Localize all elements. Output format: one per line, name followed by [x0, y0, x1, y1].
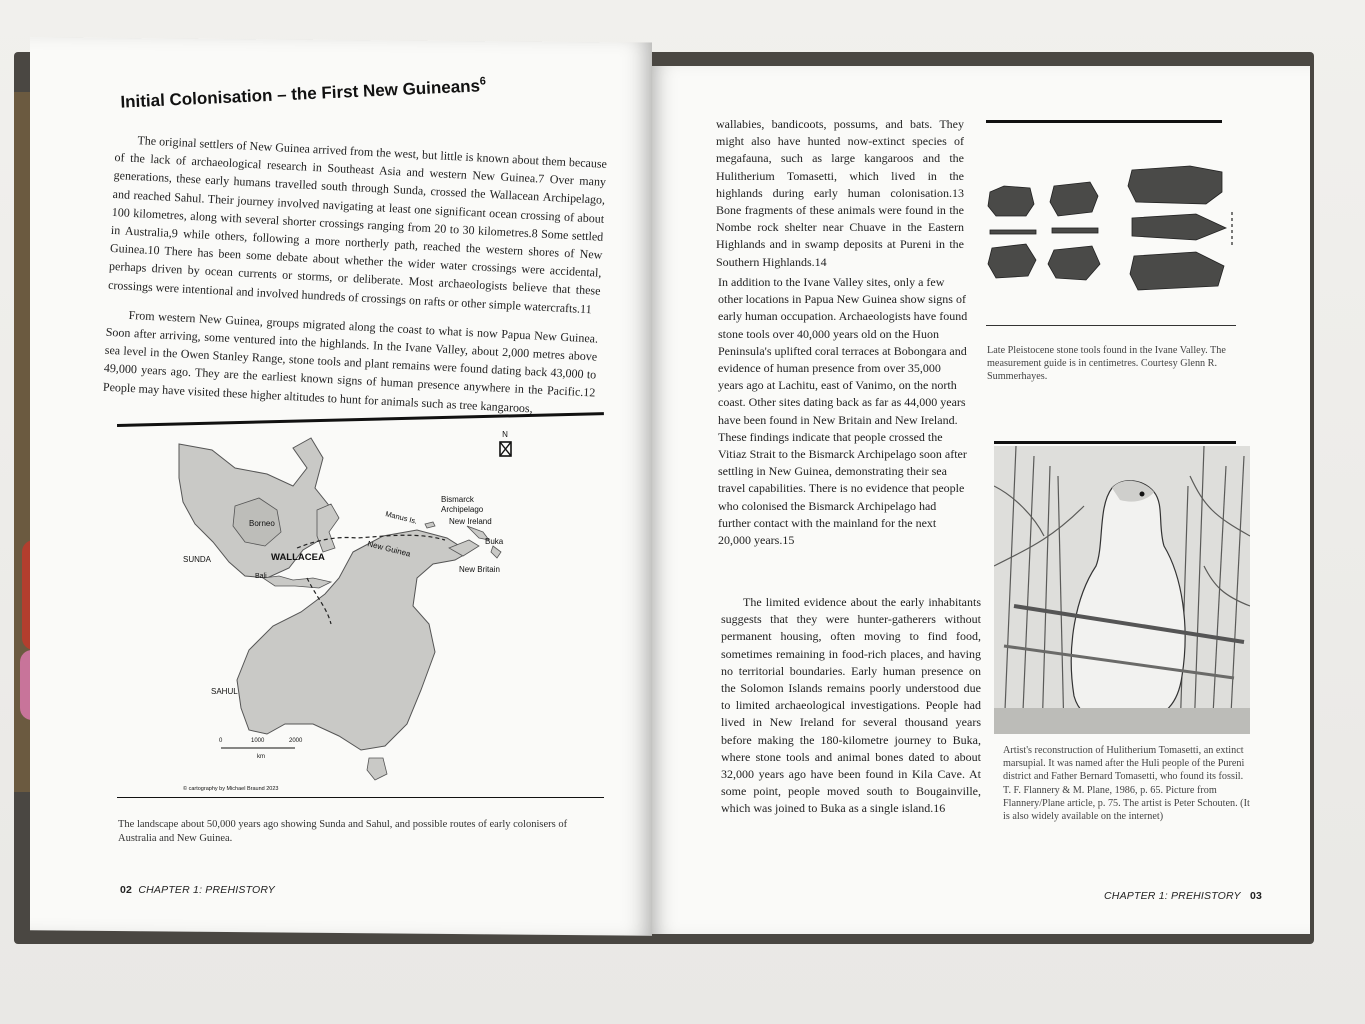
scale-tick-0: 0 — [219, 738, 223, 744]
left-folio — [120, 884, 275, 896]
stone-tool-5 — [1052, 228, 1098, 233]
right-folio — [1104, 890, 1262, 902]
stone-tool-1 — [988, 186, 1034, 216]
left-chapter-label: CHAPTER 1: PREHISTORY — [138, 884, 275, 896]
map-label-new-ireland: New Ireland — [449, 517, 492, 526]
map-label-wallacea: WALLACEA — [271, 552, 325, 563]
artwork-top-rule — [994, 441, 1236, 444]
scale-tick-2000: 2000 — [289, 738, 303, 744]
right-chapter-label: CHAPTER 1: PREHISTORY — [1104, 890, 1241, 902]
marsupial-eye — [1140, 492, 1145, 497]
stone-tool-9 — [1130, 252, 1224, 290]
hulitherium-illustration — [994, 446, 1250, 734]
water-surface — [994, 708, 1250, 734]
right-paragraph-2-text: In addition to the Ivane Valley sites, only a few other locations in Papua New Guinea show signs of early human occupation. Archaeologists have found stone tools over 40,000 years old on the Huon Peninsula's uplifted coral terraces at Bobongara and evidence of human presence from over 35,000 years ago at Lachitu, east of Vanimo, on the north coast. Other sites dating back as far as 44,000 years have been found in New Britain and New Ireland. These findings indicate that people crossed the Vitiaz Strait to the Bismarck Archipelago soon after settling in New Guinea, demonstrating their sea travel capabilities. There is no evidence that people who colonised the Bismarck Archipelago had further contact with the mainland for the next 20,000 years.15 — [718, 275, 968, 548]
stone-tool-2 — [1050, 182, 1098, 216]
map-label-borneo: Borneo — [249, 519, 275, 528]
stone-tools-caption: Late Pleistocene stone tools found in the Ivane Valley. The measurement guide is in centimetres. Courtesy Glenn R. Summerhayes. — [987, 345, 1226, 383]
map-credit: © cartography by Michael Braund 2023 — [183, 786, 279, 792]
stone-tool-7 — [988, 244, 1036, 278]
sunda-sahul-map — [117, 428, 604, 800]
map-label-new-guinea: New Guinea — [366, 539, 412, 559]
stone-tools-bottom-rule — [986, 325, 1236, 326]
scale-tick-1000: 1000 — [251, 738, 265, 744]
right-page-number: 03 — [1250, 890, 1263, 902]
right-paragraph-1 — [716, 116, 964, 271]
map-label-sunda: SUNDA — [183, 555, 212, 564]
map-label-bali: Bali — [255, 573, 267, 580]
left-body-text — [102, 130, 607, 431]
right-paragraph-3-text: The limited evidence about the early inhabitants suggests that they were hunter-gatherers without permanent housing, often moving to find food, sometimes remaining in food-rich places, and having no territorial boundaries. Early human presence on the Solomon Islands remains poorly understood due to limited archaeological investigations. People had lived in New Ireland for several thousand years before making the 180-kilometre journey to Buka, where stone tools and animal bones dated to about 32,000 years ago have been found in Kila Cave. At some point, people moved south to Bougainville, which was joined to Buka as a single island.16 — [721, 595, 981, 816]
map-label-manus: Manus Is. — [384, 509, 419, 526]
map-label-archipelago: Archipelago — [441, 505, 484, 514]
stone-tools-image — [986, 156, 1236, 296]
left-paragraph-1: The original settlers of New Guinea arrived from the west, but little is known about them because of the lack of archaeological research in Southeast Asia and western New Guinea.7 Over many generations, these early humans travelled south through Sunda, crossed the Wallacean Archipelago, and reached Sahul. Their journey involved navigating at least one significant ocean crossing of about 100 kilometres, along with several shorter crossings ranging from 20 to 30 kilometres.8 Some settled in Australia,9 while others, following a more northerly path, reached the western shores of New Guinea.10 There has been some debate about whether the wider water crossings were accidental, perhaps driven by ocean currents or storms, or deliberate. Most archaeologists believe that these crossings were intentional and involved hundreds of crossings on rafts or other simple watercrafts.11 — [107, 133, 608, 316]
map-label-sahul: SAHUL — [211, 687, 238, 696]
left-page-number: 02 — [120, 884, 133, 896]
right-paragraph-1-text: wallabies, bandicoots, possums, and bats. They might also have hunted now-extinct species of megafauna, such as large kangaroos and the Hulitherium Tomasetti, which lived in the highlands during early human colonisation.13 Bone fragments of these animals were found in the Nombe rock shelter near Chuave in the Eastern Highlands and in swamp deposits at Pureni in the Southern Highlands.14 — [716, 117, 964, 269]
left-paragraph-2: From western New Guinea, groups migrated along the coast to what is now Papua New Guinea. Soon after arriving, some ventured into the highlands. In the Ivane Valley, about 2,000 metres above sea level in the Owen Stanley Range, stone tools and plant remains were found dating back 43,000 to 49,000 years ago. They are the earliest known signs of human presence anywhere in the Pacific.12 People may have visited these higher altitudes to hunt for animals such as tree kangaroos, — [102, 307, 599, 416]
right-paragraph-3 — [721, 594, 981, 818]
right-paragraph-2 — [718, 274, 968, 549]
artwork-caption: Artist's reconstruction of Hulitherium Tomasetti, an extinct marsupial. It was named after the Huli people of the Pureni district and Father Bernard Tomasetti, who found its fossil. T. F. Flannery & M. Plane, 1986, p. 65. Picture from Flannery/Plane article, p. 75. The artist is Peter Schouten. (It is also widely available on the internet) — [1003, 745, 1250, 823]
map-bottom-rule — [117, 797, 604, 798]
stone-tool-3 — [1128, 166, 1222, 204]
stone-tools-top-rule — [986, 120, 1222, 123]
map-label-new-britain: New Britain — [459, 565, 500, 574]
scale-unit: km — [257, 754, 265, 760]
stone-tool-8 — [1048, 246, 1100, 280]
stone-tool-4 — [990, 230, 1036, 234]
map-caption: The landscape about 50,000 years ago showing Sunda and Sahul, and possible routes of early colonisers of Australia and New Guinea. — [118, 819, 568, 844]
map-label-bismarck: Bismarck — [441, 495, 474, 504]
map-label-buka: Buka — [485, 537, 504, 546]
heading-footnote: 6 — [479, 75, 487, 88]
north-label: N — [502, 430, 508, 439]
stone-tool-6 — [1132, 214, 1226, 240]
heading-text: Initial Colonisation – the First New Guineans — [120, 76, 481, 112]
